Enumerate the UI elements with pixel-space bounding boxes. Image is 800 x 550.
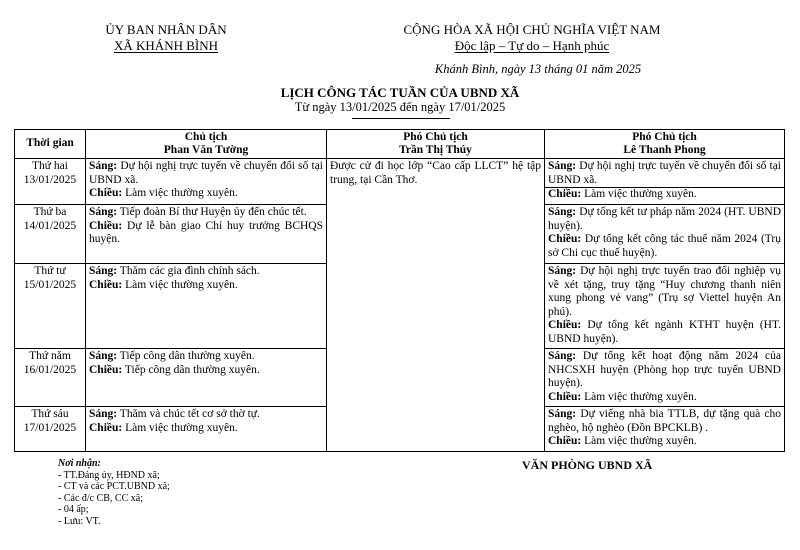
- afternoon-label: Chiều:: [548, 319, 582, 331]
- day-cell: [15, 264, 86, 349]
- recipients-heading: Nơi nhận:: [58, 458, 101, 469]
- vice-chair-2-schedule: [545, 264, 785, 349]
- day-name: Thứ năm: [29, 350, 71, 362]
- recipient-item: - CT và các PCT.UBND xã;: [58, 481, 170, 492]
- table-header-row: [15, 130, 785, 159]
- afternoon-label: Chiều:: [548, 435, 582, 447]
- morning-entry: [548, 408, 781, 435]
- morning-entry: [89, 350, 323, 364]
- header-vice-chair-2-role: Phó Chủ tịch: [632, 130, 697, 143]
- afternoon-text: Tiếp công dân thường xuyên.: [124, 363, 260, 376]
- afternoon-label: Chiều:: [89, 219, 123, 232]
- header-time: Thời gian: [15, 130, 86, 159]
- morning-label: Sáng:: [548, 160, 577, 172]
- header-vice-chair-1-role: Phó Chủ tịch: [403, 130, 468, 143]
- afternoon-label: Chiều:: [548, 390, 582, 403]
- afternoon-text: Làm việc thường xuyên.: [125, 278, 238, 291]
- issuing-office-signature: VĂN PHÒNG UBND XÃ: [522, 458, 653, 472]
- afternoon-entry: [89, 364, 323, 378]
- vice-chair-2-schedule: [545, 407, 785, 452]
- day-cell: [15, 205, 86, 264]
- afternoon-entry: [89, 422, 323, 436]
- afternoon-label: Chiều:: [89, 363, 123, 376]
- morning-label: Sáng:: [89, 206, 118, 218]
- day-cell: [15, 349, 86, 407]
- morning-text: Dự hội nghị trực tuyến về chuyển đổi số tại UBND xã.: [548, 160, 782, 186]
- morning-label: Sáng:: [89, 160, 118, 172]
- afternoon-text: Làm việc thường xuyên.: [584, 188, 697, 200]
- header-chairman-role: Chủ tịch: [184, 130, 228, 143]
- morning-text: Dự viếng nhà bia TTLB, dự tặng quà cho nghèo, hộ nghèo (Đồn BPCKLB) .: [548, 408, 781, 434]
- subtitle-underline: [352, 118, 450, 119]
- afternoon-text: Dự tổng kết ngành KTHT huyện (HT. UBND huyện).: [548, 319, 782, 345]
- chairman-schedule: [86, 349, 327, 407]
- morning-entry: [89, 206, 323, 220]
- nation-line-2: Độc lập – Tự do – Hạnh phúc: [454, 38, 610, 53]
- document-subtitle: Từ ngày 13/01/2025 đến ngày 17/01/2025: [294, 100, 506, 114]
- org-line-1: ỦY BAN NHÂN DÂN: [105, 22, 227, 37]
- all-week-note: Được cử đi học lớp “Cao cấp LLCT” hệ tập trung, tại Cần Thơ.: [330, 160, 541, 186]
- recipient-item: - 04 ấp;: [58, 504, 89, 515]
- table-row: [15, 159, 785, 205]
- morning-entry: [89, 408, 323, 422]
- day-cell: [15, 407, 86, 452]
- recipient-item: - TT.Đảng ủy, HĐND xã;: [58, 469, 160, 481]
- morning-text: Tiếp đoàn Bí thư Huyện ủy đến chúc tết.: [119, 206, 307, 218]
- afternoon-entry: [545, 187, 784, 202]
- header-vice-chair-1-name: Trần Thị Thúy: [399, 144, 472, 156]
- place-date: Khánh Bình, ngày 13 tháng 01 năm 2025: [434, 62, 642, 76]
- day-name: Thứ sáu: [31, 408, 69, 420]
- afternoon-label: Chiều:: [89, 278, 123, 291]
- morning-entry: [548, 265, 781, 319]
- afternoon-entry: [548, 391, 781, 405]
- vice-chair-2-schedule: [545, 349, 785, 407]
- afternoon-text: Làm việc thường xuyên.: [584, 390, 697, 403]
- day-name: Thứ tư: [34, 265, 66, 277]
- morning-label: Sáng:: [548, 206, 577, 218]
- chairman-schedule: [86, 264, 327, 349]
- afternoon-text: Làm việc thường xuyên.: [584, 435, 697, 447]
- morning-text: Dự hội nghị trực tuyến trao đổi nghiệp vụ về xét tặng, truy tặng “Huy chương thanh niên xung phong vẻ vang” (Trụ sợ Viettel huyện An phú).: [548, 265, 782, 318]
- morning-text: Dự hội nghị trực tuyến về chuyển đổi số tại UBND xã.: [89, 160, 323, 186]
- morning-entry: [548, 160, 781, 187]
- morning-label: Sáng:: [548, 265, 577, 277]
- afternoon-label: Chiều:: [548, 233, 582, 245]
- header-chairman: [86, 130, 327, 159]
- recipients-list: [58, 458, 170, 527]
- morning-entry: [548, 350, 781, 391]
- morning-label: Sáng:: [89, 350, 118, 362]
- afternoon-entry: [89, 187, 323, 201]
- national-motto: [382, 22, 682, 54]
- recipient-item: - Các đ/c CB, CC xã;: [58, 492, 143, 504]
- issuing-authority: [66, 22, 266, 54]
- morning-text: Tiếp công dân thường xuyên.: [119, 350, 255, 362]
- afternoon-text: Dự tổng kết công tác thuế năm 2024 (Trụ sở Chi cục thuế huyện).: [548, 233, 781, 259]
- day-name: Thứ ba: [33, 206, 67, 218]
- day-date: 16/01/2025: [23, 363, 77, 376]
- morning-text: Dự tổng kết hoạt động năm 2024 của NHCSXH huyện (Phòng họp trực tuyến UBND huyện).: [548, 350, 782, 389]
- day-date: 15/01/2025: [23, 278, 77, 291]
- afternoon-label: Chiều:: [548, 188, 582, 200]
- morning-text: Dự tổng kết tư pháp năm 2024 (HT. UBND huyện).: [548, 206, 781, 232]
- header-vice-chair-1: [327, 130, 545, 159]
- morning-label: Sáng:: [548, 350, 577, 362]
- morning-text: Thăm các gia đình chính sách.: [119, 265, 260, 277]
- chairman-schedule: [86, 159, 327, 205]
- day-date: 14/01/2025: [23, 219, 77, 232]
- morning-label: Sáng:: [548, 408, 577, 420]
- afternoon-text: Làm việc thường xuyên.: [125, 187, 238, 199]
- chairman-schedule: [86, 205, 327, 264]
- morning-label: Sáng:: [89, 408, 118, 420]
- morning-entry: [89, 160, 323, 187]
- afternoon-text: Dự lễ bàn giao Chỉ huy trưởng BCHQS huyện.: [89, 219, 323, 245]
- morning-entry: [548, 206, 781, 233]
- chairman-schedule: [86, 407, 327, 452]
- header-chairman-name: Phan Văn Tường: [163, 144, 249, 156]
- afternoon-entry: [89, 220, 323, 247]
- vice-chair-1-schedule: [327, 159, 545, 452]
- afternoon-label: Chiều:: [89, 187, 123, 199]
- header-vice-chair-2-name: Lê Thanh Phong: [623, 144, 706, 156]
- vice-chair-2-schedule: [545, 205, 785, 264]
- afternoon-label: Chiều:: [89, 421, 123, 434]
- day-name: Thứ hai: [32, 160, 68, 172]
- afternoon-entry: [548, 435, 781, 449]
- vice-chair-2-schedule: [545, 159, 785, 205]
- afternoon-entry: [89, 279, 323, 293]
- org-line-2: XÃ KHÁNH BÌNH: [114, 38, 218, 53]
- schedule-table: [14, 129, 785, 452]
- day-date: 13/01/2025: [23, 173, 77, 186]
- afternoon-text: Làm việc thường xuyên.: [125, 421, 238, 434]
- recipient-item: - Lưu: VT.: [58, 515, 101, 527]
- morning-label: Sáng:: [89, 265, 118, 277]
- afternoon-entry: [548, 233, 781, 260]
- document-title: LỊCH CÔNG TÁC TUẦN CỦA UBND XÃ: [280, 85, 520, 100]
- day-date: 17/01/2025: [23, 421, 77, 434]
- afternoon-entry: [548, 319, 781, 346]
- day-cell: [15, 159, 86, 205]
- morning-entry: [89, 265, 323, 279]
- morning-text: Thăm và chúc tết cơ sở thờ tự.: [119, 408, 260, 420]
- nation-line-1: CỘNG HÒA XÃ HỘI CHỦ NGHĨA VIỆT NAM: [403, 22, 661, 37]
- header-vice-chair-2: [545, 130, 785, 159]
